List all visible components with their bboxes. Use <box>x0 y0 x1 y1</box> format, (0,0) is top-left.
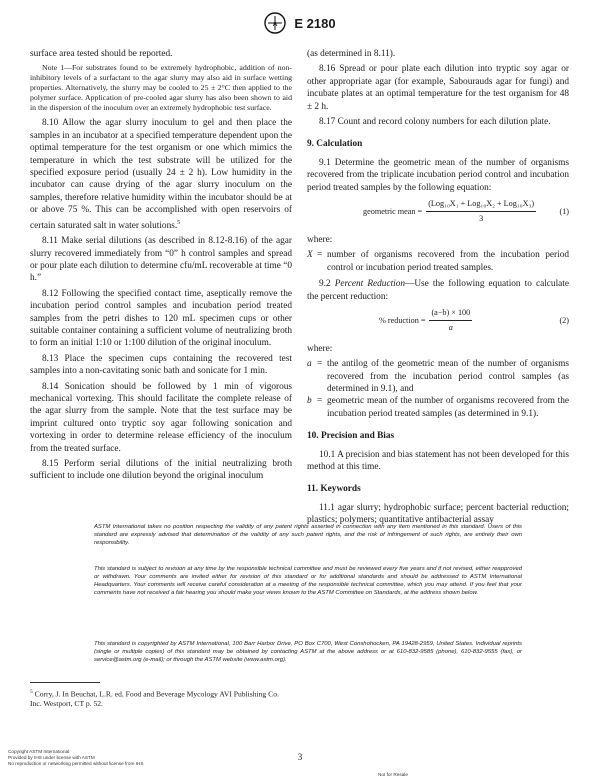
paragraph-8-10: 8.10 Allow the agar slurry inoculum to gel and then place the samples in an incubator at a specified temperature dependent upon the optimal temperature for the test organism or one which mimics the temperature in which the test substrate will be utilized for the specified exposure period (usually 24 ± 2 h). Low humidity in the incubator can cause drying of the agar slurry inoculum on the samples, therefore relative humidity within the incubator should be at or above 75 %. This can be accomplished with open reservoirs of certain saturated salt in water solutions.$^5$ <box>30 118 292 231</box>
definition-b: b = geometric mean of the number of organisms recovered from the incubation period treated samples (as determined in 9.1). <box>307 396 569 419</box>
definition-list-2 <box>307 358 569 420</box>
page-number: 3 <box>297 752 303 762</box>
paragraph-9-1: 9.1 Determine the geometric mean of the number of organisms recovered from the triplicate incubation period control and incubation period treated samples by the following equation: <box>307 157 569 193</box>
not-for-resale: Not for Resale <box>378 772 408 777</box>
paragraph-8-14: 8.14 Sonication should be followed by 1 min of vigorous mechanical vortexing. This should facilitate the complete release of the agar slurry from the sample. Note that the test surface may be imprint cultured onto tryptic soy agar following sonication and vortexing in order to determine release efficiency of the inoculum from the treated surface. <box>30 381 292 454</box>
legal-notice-copyright: This standard is copyrighted by ASTM International, 100 Barr Harbor Drive, PO Box C700, West Conshohocken, PA 19428-2959, United States. Individual reprints (single or multiple copies) of this standard may be obtained by contacting ASTM at the above address or at 610-832-9585 (phone), 610-832-9555 (fax), or service@astm.org (e-mail); or through the ASTM website (www.astm.org). <box>94 641 522 663</box>
legal-notice-revision: This standard is subject to revision at any time by the responsible technical committee and must be reviewed every five years and if not revised, either reapproved or withdrawn. Your comments are invited either for revision of this standard or for additional standards and should be addressed to ASTM International Headquarters. Your comments will receive careful consideration at a meeting of the responsible technical committee, which you may attend. If you feel that your comments have not received a fair hearing you should make your views known to the ASTM Committee on Standards, at the address shown below. <box>94 566 522 596</box>
paragraph-8-13: 8.13 Place the specimen cups containing the recovered test samples into a non-cavitating sonic bath and sonicate for 1 min. <box>30 353 292 377</box>
svg-text:A: A <box>273 22 278 28</box>
section-heading-precision: 10. Precision and Bias <box>307 431 395 442</box>
paragraph-continuation: surface area tested should be reported. <box>30 49 173 59</box>
equation-2: % reduction = $\frac{(a-b) \times 100}{a}$ (2) <box>307 307 569 335</box>
definition-list-1 <box>307 249 569 274</box>
legal-notice-patents: ASTM International takes no position respecting the validity of any patent rights asserted in connection with any item mentioned in this standard. Users of this standard are expressly advised that determination of the validity of any such patent rights, and the risk of infringement of such rights, are entirely their own responsibility. <box>94 524 522 546</box>
page-header <box>0 12 600 34</box>
paragraph-8-16: 8.16 Spread or pour plate each dilution into tryptic soy agar or other appropriate agar (for example, Sabourauds agar for fungi) and incubate plates at an optimal temperature for the test organism for 48 ± 2 h. <box>307 64 569 112</box>
equation-2-fraction: $\frac{(a-b) \times 100}{a}$ <box>431 307 471 333</box>
paragraph-11-1: 11.1 agar slurry; hydrophobic surface; percent bacterial reduction; plastics; polymers; quantitative antibacterial assay <box>307 502 569 526</box>
paragraph-8-12: 8.12 Following the specified contact time, aseptically remove the incubation period control samples and incubation period treated samples from the petri dishes to 120 mL specimen cups or other suitable container containing a sufficient volume of neutralizing broth to form an initial 1:10 or 1:100 dilution of the original inoculum. <box>30 288 292 349</box>
definition-a: a = the antilog of the geometric mean of the number of organisms recovered from the incubation period control samples (as determined in 9.1), and <box>307 359 569 394</box>
standard-designation: E 2180 <box>294 15 336 31</box>
paragraph-10-1: 10.1 A precision and bias statement has not been developed for this method at this time. <box>307 449 569 472</box>
footnote-ref: 5 <box>177 219 181 226</box>
equation-number: (2) <box>559 315 569 325</box>
left-column <box>30 48 292 486</box>
right-column <box>307 48 569 530</box>
definition-x: X = number of organisms recovered from the incubation period control or incubation period treated samples. <box>307 250 569 273</box>
astm-logo-icon <box>264 12 286 34</box>
equation-number: (1) <box>559 206 569 216</box>
paragraph-8-15: 8.15 Perform serial dilutions of the initial neutralizing broth sufficient to include one dilution beyond the original inoculum <box>30 459 292 482</box>
equation-1-fraction: $\frac{\text{(Log₁₀X₁ + Log₁₀X₂ + Log₁₀X₃)}}{3}$ <box>428 199 535 224</box>
paragraph-8-17: 8.17 Count and record colony numbers for each dilution plate. <box>319 117 551 128</box>
footnote: $^5$ Corry, J. In Beuchat, L.R. ed. Food and Beverage Mycology AVI Publishing Co. Inc. Westport, CT p. 52. <box>30 689 279 708</box>
paragraph-8-11: 8.11 Make serial dilutions (as described in 8.12-8.16) of the agar slurry recovered immediately from “0” h control samples and spread or pour plate each dilution to determine cfu/mL recoverable at time “0 h.” <box>30 236 292 284</box>
note-1: Note 1—For substrates found to be extremely hydrophobic, addition of non-inhibitory levels of a surfactant to the agar slurry may also aid in surface wetting properties. Alternatively, the slurry may be cooled to 25 ± 2°C then applied to the polymer surface. Application of pre-cooled agar slurry has also been shown to aid in the dispersion of the inoculum over an extremely hydrophobic test surface. <box>30 63 292 112</box>
paragraph-continuation-right: (as determined in 8.11). <box>307 49 396 59</box>
license-imprint: Copyright ASTM International Provided by IHS under license with ASTM No reproduction or networking permitted without license from IHS <box>8 749 144 766</box>
footnote-rule <box>30 682 100 683</box>
where-label: where: <box>307 234 333 245</box>
paragraph-9-2: 9.2 Percent Reduction—Use the following equation to calculate the percent reduction: <box>307 279 569 302</box>
where-label: where: <box>307 343 333 354</box>
section-heading-keywords: 11. Keywords <box>307 484 361 495</box>
section-heading-calculation: 9. Calculation <box>307 139 363 150</box>
equation-1: geometric mean = $\frac{\text{(Log₁₀X₁ + Log₁₀X₂ + Log₁₀X₃)}}{3}$ (1) <box>307 198 569 226</box>
